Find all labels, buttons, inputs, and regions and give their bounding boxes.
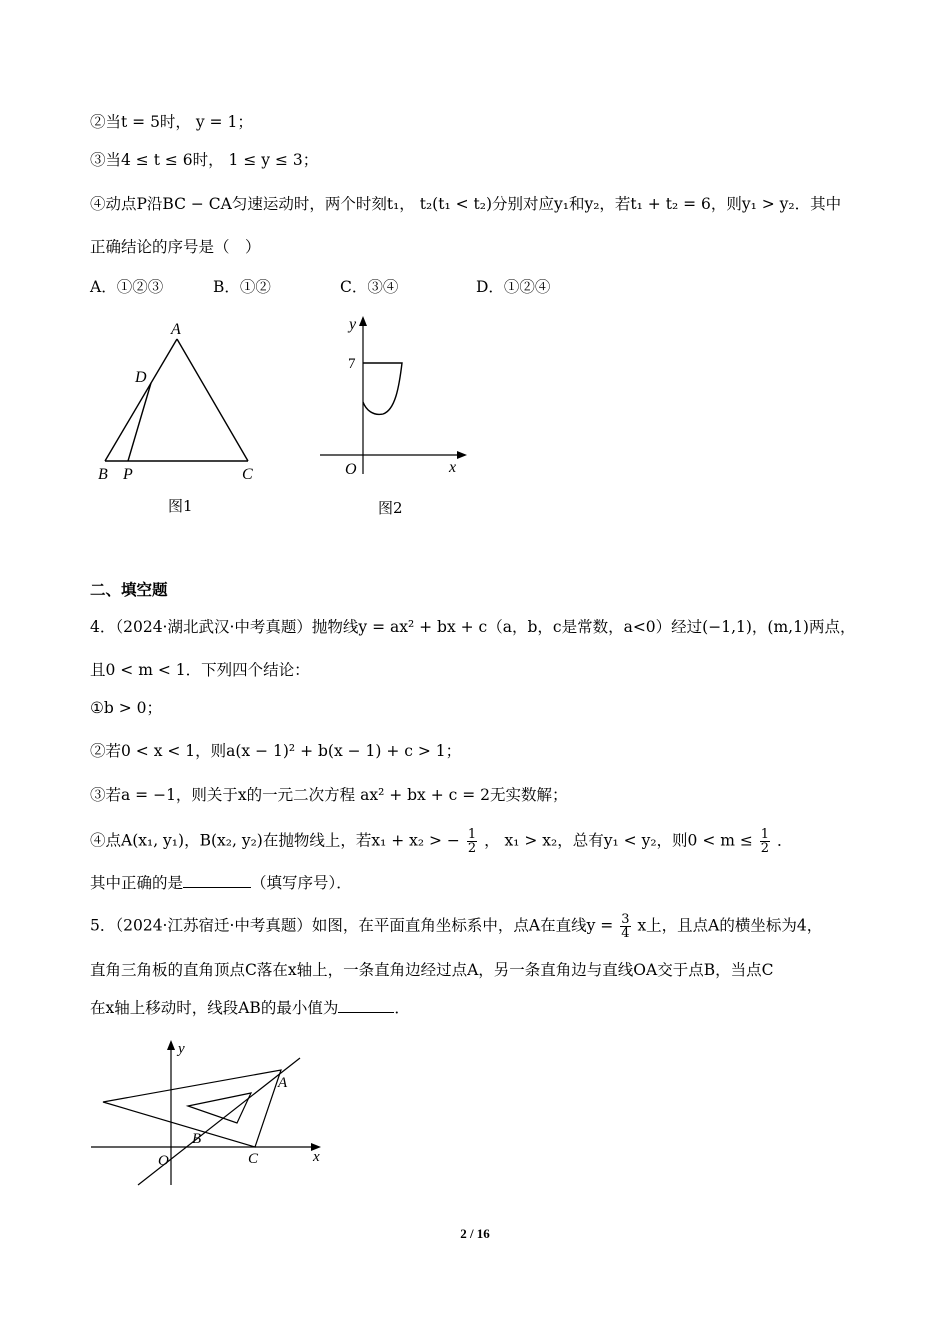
q3-option-a: A．①②③ — [90, 278, 164, 296]
q3-option-d: D．①②④ — [476, 278, 551, 296]
fig2-label-x: x — [449, 459, 457, 476]
q5-fig-label-c: C — [248, 1151, 259, 1167]
q5-question — [90, 998, 410, 1018]
q5-figure — [88, 1035, 338, 1190]
q3-prompt: 正确结论的序号是（ ） — [90, 238, 261, 256]
q3-option-b: B．①② — [213, 278, 271, 296]
fig2-caption: 图2 — [378, 499, 403, 517]
fig1-label-p: P — [123, 466, 133, 483]
q5-fig-label-o: O — [158, 1153, 169, 1169]
q5-fraction: $\frac{3}{4}$ — [621, 912, 630, 941]
q4-fraction-2: $\frac{1}{2}$ — [760, 827, 770, 856]
fig2-label-y: y — [349, 316, 357, 333]
q5-description: 直角三角板的直角顶点C落在x轴上，一条直角边经过点A，另一条直角边与直线OA交于点B，当点C — [90, 961, 774, 979]
section-title-fill-in: 二、填空题 — [90, 581, 168, 599]
page-number: 2 / 16 — [460, 1226, 490, 1241]
fig2-label-o: O — [345, 461, 357, 478]
fig1-label-a: A — [171, 321, 181, 338]
q3-statement-2: ②当t = 5时， y = 1； — [90, 113, 253, 131]
q4-conclusion-3: ③若a = −1，则关于x的一元二次方程 ax² + bx + c = 2无实数解； — [90, 786, 568, 804]
q3-statement-4: ④动点P沿BC − CA匀速运动时，两个时刻t₁， t₂(t₁ < t₂)分别对应y₁和y₂，若t₁ + t₂ = 6，则y₁ > y₂．其中 — [90, 195, 842, 213]
q4-conclusion-2: ②若0 < x < 1，则a(x − 1)² + b(x − 1) + c > 1； — [90, 742, 462, 760]
q3-option-c: C．③④ — [340, 278, 399, 296]
q5-fig-label-a: A — [278, 1075, 288, 1091]
q4-conclusion-4-post: ． — [777, 831, 793, 850]
q5-fig-label-x: x — [313, 1149, 320, 1165]
q5-fig-label-b: B — [192, 1131, 202, 1147]
q4-conclusion-4-pre: ④点A(x₁, y₁)，B(x₂, y₂)在抛物线上，若x₁ + x₂ > − — [90, 831, 460, 850]
q4-answer-post: （填写序号）． — [251, 874, 352, 892]
fig1-caption: 图1 — [168, 497, 193, 515]
q4-fraction-1: $\frac{1}{2}$ — [467, 827, 477, 856]
q5-stem — [90, 913, 822, 940]
fig2-label-7: 7 — [348, 356, 356, 372]
q4-conclusion-4-mid: ， x₁ > x₂，总有y₁ < y₂，则0 < m ≤ — [484, 831, 753, 850]
q4-stem: 4．（2024·湖北武汉·中考真题）抛物线y = ax² + bx + c（a，b，c是常数，a<0）经过(−1,1)，(m,1)两点， — [90, 618, 856, 636]
q5-answer-blank[interactable] — [338, 998, 394, 1013]
q4-condition: 且0 < m < 1．下列四个结论： — [90, 661, 310, 679]
q4-conclusion-1: ①b > 0； — [90, 699, 163, 717]
q4-answer-pre: 其中正确的是 — [90, 874, 184, 892]
q5-fig-label-y: y — [178, 1041, 185, 1057]
fig1-label-b: B — [98, 466, 108, 483]
q5-stem-post: x上，且点A的横坐标为4， — [637, 916, 823, 935]
q5-stem-pre: 5．（2024·江苏宿迁·中考真题）如图，在平面直角坐标系中，点A在直线y = — [90, 916, 614, 935]
q3-statement-3: ③当4 ≤ t ≤ 6时， 1 ≤ y ≤ 3； — [90, 151, 319, 169]
q5-question-post: ． — [394, 999, 410, 1017]
q4-conclusion-4 — [90, 828, 793, 855]
q4-answer-blank[interactable] — [183, 873, 251, 888]
q3-figure-2 — [315, 312, 475, 482]
fig1-label-c: C — [242, 466, 253, 483]
q3-figure-1 — [90, 315, 270, 485]
fig1-label-d: D — [135, 369, 147, 386]
q5-question-pre: 在x轴上移动时，线段AB的最小值为 — [90, 999, 339, 1017]
q4-answer-line — [90, 873, 352, 893]
